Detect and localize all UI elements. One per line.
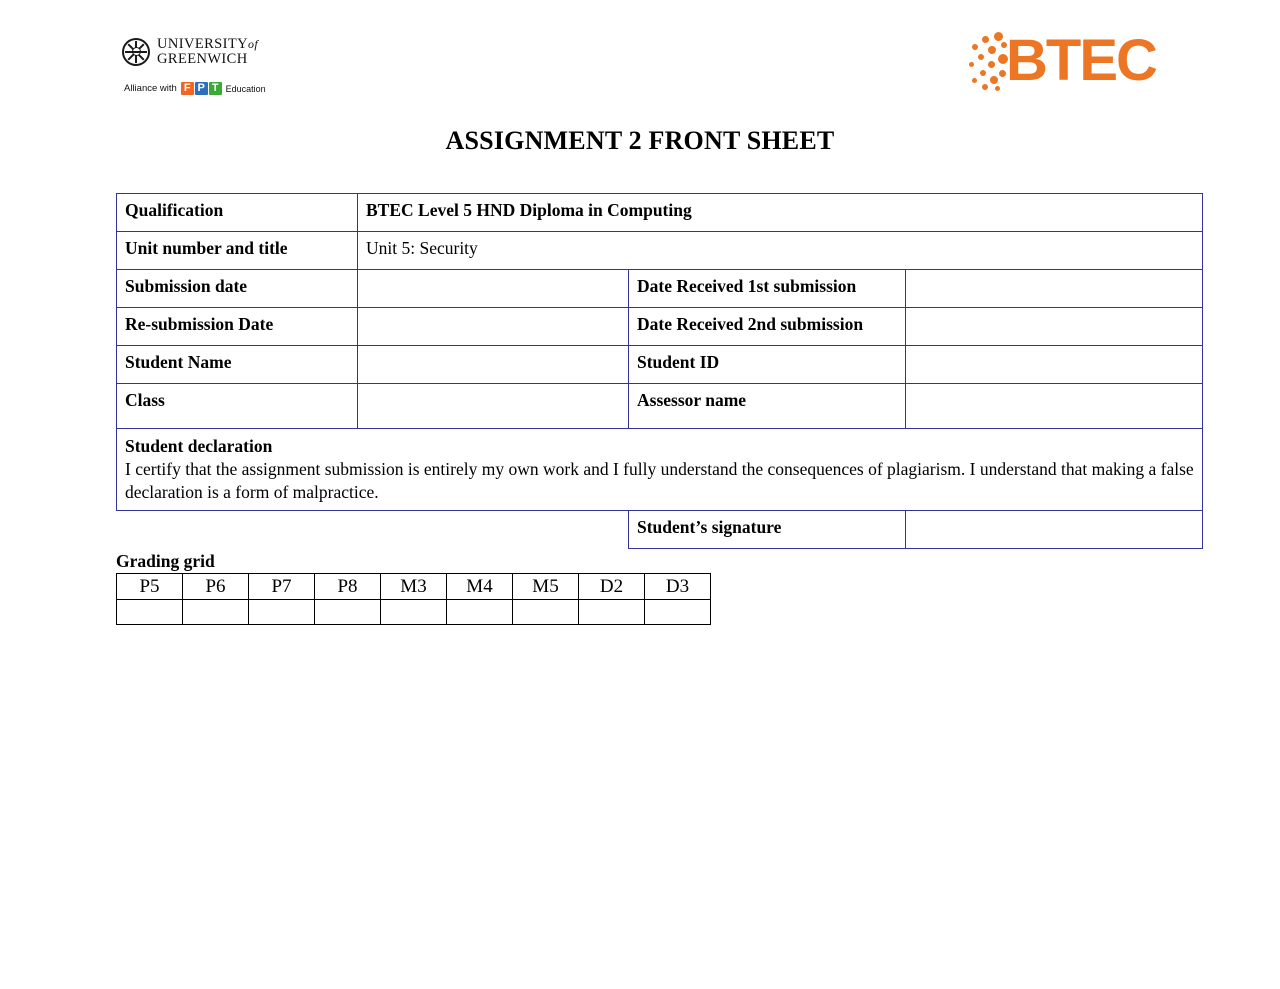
grading-grid-table xyxy=(116,573,711,625)
submission-date-label: Submission date xyxy=(117,270,358,308)
university-of-greenwich-logo xyxy=(122,36,258,67)
student-declaration-body: I certify that the assignment submission is entirely my own work and I fully understand the consequences of plagiarism. I understand that making a false declaration is a form of malpractice. xyxy=(125,459,1194,503)
grading-grid-header-row xyxy=(117,574,711,600)
grading-value-p5[interactable] xyxy=(117,600,183,625)
date-received-1st-value[interactable] xyxy=(906,270,1203,308)
table-row-student-name xyxy=(117,346,1203,384)
grading-column-m3: M3 xyxy=(381,574,447,600)
student-signature-label: Student’s signature xyxy=(629,511,906,549)
fpt-letter-p: P xyxy=(195,82,208,95)
table-row-unit xyxy=(117,232,1203,270)
greenwich-crest-icon xyxy=(122,38,150,66)
fpt-letter-f: F xyxy=(181,82,194,95)
class-value[interactable] xyxy=(358,384,629,429)
fpt-letter-t: T xyxy=(209,82,222,95)
student-id-label: Student ID xyxy=(629,346,906,384)
submission-date-value[interactable] xyxy=(358,270,629,308)
grading-value-m5[interactable] xyxy=(513,600,579,625)
assessor-name-value[interactable] xyxy=(906,384,1203,429)
resubmission-date-label: Re-submission Date xyxy=(117,308,358,346)
grading-value-p6[interactable] xyxy=(183,600,249,625)
fpt-mark-icon xyxy=(181,82,222,95)
date-received-1st-label: Date Received 1st submission xyxy=(629,270,906,308)
table-row-qualification xyxy=(117,194,1203,232)
student-name-label: Student Name xyxy=(117,346,358,384)
fpt-alliance-logo xyxy=(124,82,266,95)
page-title: ASSIGNMENT 2 FRONT SHEET xyxy=(445,126,835,155)
university-of: of xyxy=(248,37,259,51)
grading-grid-value-row xyxy=(117,600,711,625)
signature-spacer-middle xyxy=(358,511,629,549)
grading-column-p6: P6 xyxy=(183,574,249,600)
unit-label: Unit number and title xyxy=(117,232,358,270)
alliance-prefix: Alliance with xyxy=(124,83,177,94)
date-received-2nd-label: Date Received 2nd submission xyxy=(629,308,906,346)
grading-column-d2: D2 xyxy=(579,574,645,600)
student-id-value[interactable] xyxy=(906,346,1203,384)
table-row-resubmission-date xyxy=(117,308,1203,346)
document-header xyxy=(0,28,1280,108)
resubmission-date-value[interactable] xyxy=(358,308,629,346)
university-wordmark xyxy=(157,36,258,67)
grading-value-p8[interactable] xyxy=(315,600,381,625)
grading-column-p5: P5 xyxy=(117,574,183,600)
grading-value-p7[interactable] xyxy=(249,600,315,625)
grading-grid-label: Grading grid xyxy=(116,551,215,571)
grading-column-m4: M4 xyxy=(447,574,513,600)
alliance-suffix: Education xyxy=(225,83,266,94)
table-row-submission-date xyxy=(117,270,1203,308)
grading-value-d3[interactable] xyxy=(645,600,711,625)
student-declaration-title: Student declaration xyxy=(125,436,273,456)
table-row-declaration xyxy=(117,429,1203,511)
front-sheet-table xyxy=(116,193,1203,549)
university-line1: UNIVERSITY xyxy=(157,36,248,52)
signature-spacer-left xyxy=(117,511,358,549)
grading-value-m3[interactable] xyxy=(381,600,447,625)
qualification-label: Qualification xyxy=(117,194,358,232)
grading-column-p8: P8 xyxy=(315,574,381,600)
table-row-class xyxy=(117,384,1203,429)
grading-column-m5: M5 xyxy=(513,574,579,600)
grading-column-p7: P7 xyxy=(249,574,315,600)
btec-wordmark: BTEC xyxy=(1006,28,1156,93)
table-row-signature xyxy=(117,511,1203,549)
qualification-value[interactable]: BTEC Level 5 HND Diploma in Computing xyxy=(358,194,1203,232)
date-received-2nd-value[interactable] xyxy=(906,308,1203,346)
btec-logo xyxy=(968,28,1168,100)
class-label: Class xyxy=(117,384,358,429)
student-signature-value[interactable] xyxy=(906,511,1203,549)
grading-value-m4[interactable] xyxy=(447,600,513,625)
grading-column-d3: D3 xyxy=(645,574,711,600)
assessor-name-label: Assessor name xyxy=(629,384,906,429)
unit-value[interactable]: Unit 5: Security xyxy=(358,232,1203,270)
student-declaration xyxy=(117,429,1203,511)
grading-value-d2[interactable] xyxy=(579,600,645,625)
student-name-value[interactable] xyxy=(358,346,629,384)
university-line2: GREENWICH xyxy=(157,51,248,68)
